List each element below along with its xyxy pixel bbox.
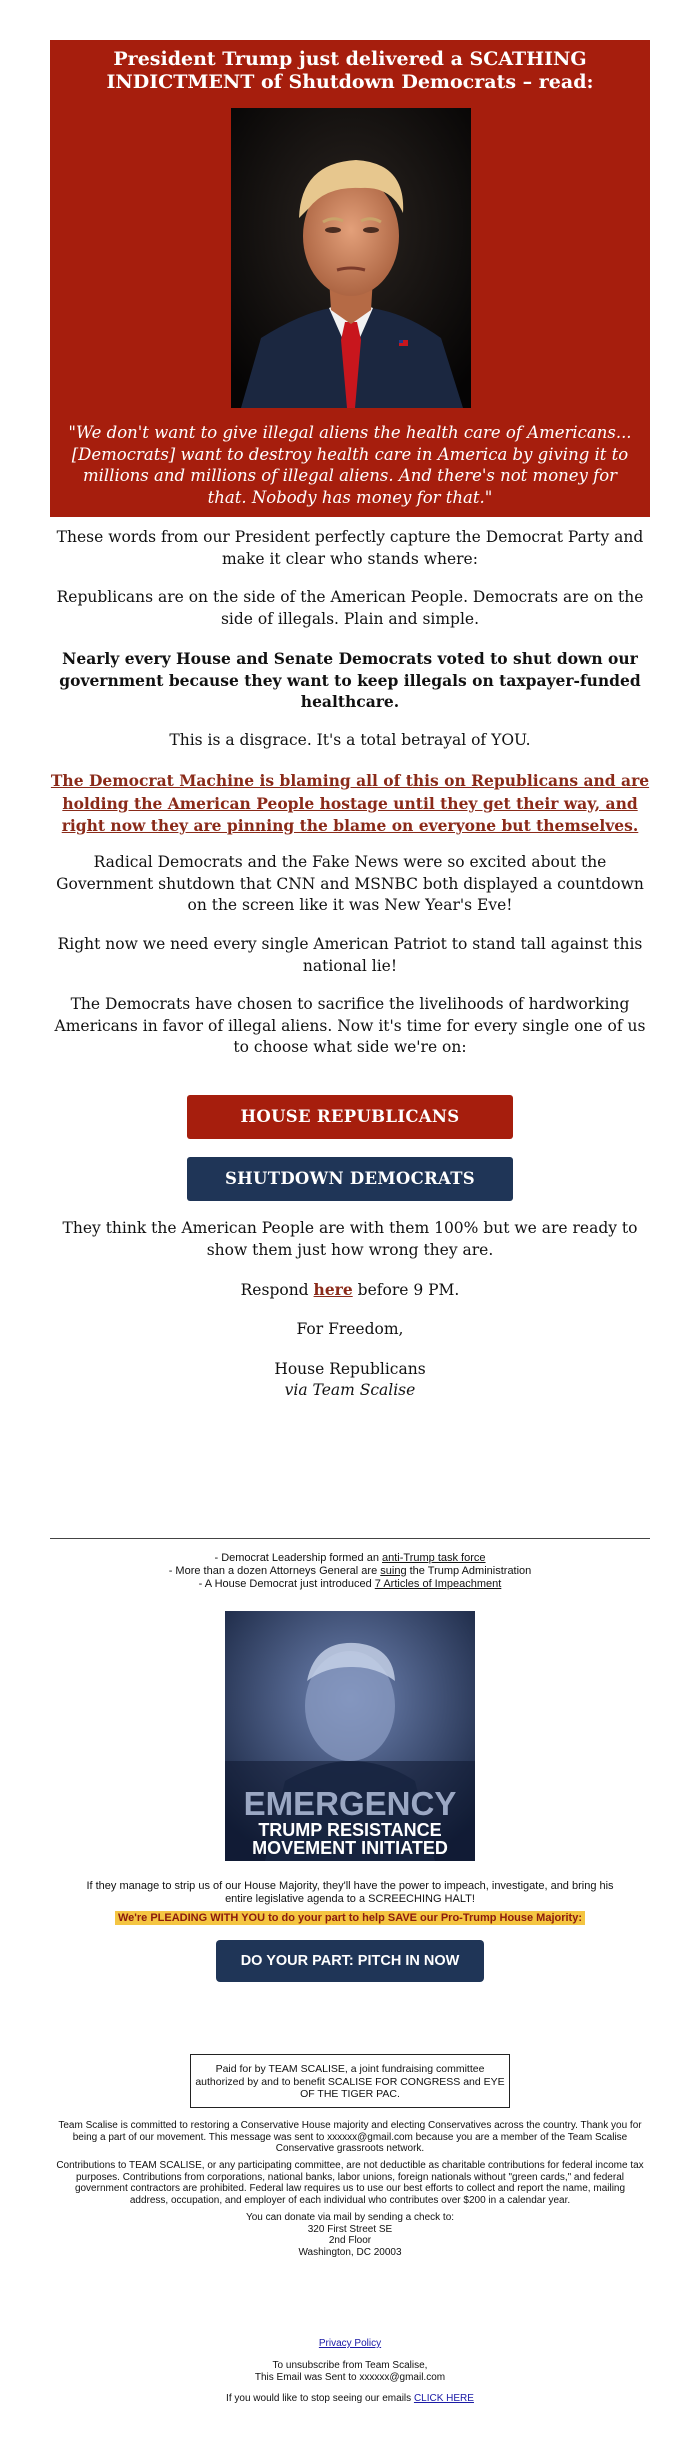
plea-line (50, 1912, 650, 1925)
bullet-suing: - More than a dozen Attorneys General are suing the Trump Administration (168, 1565, 532, 1577)
paragraph-disgrace: This is a disgrace. It's a total betrayal of YOU. (169, 731, 531, 749)
bullet-list (50, 1552, 650, 1591)
paragraph-choose-side: The Democrats have chosen to sacrifice the livelihoods of hardworking Americans in favor of illegal aliens. Now it's time for every single one of us to choose what side we're on: (54, 995, 646, 1056)
warning-text: If they manage to strip us of our House Majority, they'll have the power to impeach, investigate, and bring his entire legislative agenda to a SCREECHING HALT! (86, 1880, 614, 1905)
emergency-headline: EMERGENCY (243, 1785, 457, 1822)
hero-title: President Trump just delivered a SCATHING INDICTMENT of Shutdown Democrats – read: (106, 48, 594, 93)
respond-suffix: before 9 PM. (357, 1281, 460, 1299)
bullet-task-force: - Democrat Leadership formed an anti-Trump task force (214, 1552, 486, 1564)
stop-emails-row (50, 2392, 650, 2405)
anti-trump-task-force-link[interactable]: anti-Trump task force (382, 1552, 486, 1564)
emergency-illustration (225, 1611, 475, 1861)
paragraph-democrat-machine-link[interactable] (50, 770, 650, 838)
unsubscribe-block (50, 2360, 650, 2383)
hero-quote: "We don't want to give illegal aliens the health care of Americans... [Democrats] want to destroy health care in America by giving it to millions and millions of illegal aliens. And there's not money for that. Nobody has money for that." (68, 423, 632, 507)
contributions-text: Contributions to TEAM SCALISE, or any participating committee, are not deductible as charitable contributions for federal income tax purposes. Contributions from corporations, national banks, labor unions, foreign nationals without "green cards," and federal government contractors are prohibited. Federal law requires us to use our best efforts to collect and report the name, mailing address, occupation, and employer of each individual who contributes over $200 in a calendar year. (56, 2160, 644, 2206)
house-republicans-button[interactable]: HOUSE REPUBLICANS (187, 1095, 513, 1139)
democrat-machine-link[interactable]: The Democrat Machine is blaming all of this on Republicans and are holding the American People hostage until they get their way, and right now they are pinning the blame on everyone but themselves. (50, 771, 650, 835)
mail-intro: You can donate via mail by sending a check to: (245, 2212, 455, 2223)
closing: For Freedom, (296, 1320, 404, 1338)
address-line-1: 320 First Street SE (307, 2223, 393, 2235)
respond-line (50, 1279, 650, 1302)
stop-emails-text: If you would like to stop seeing our emails (226, 2393, 412, 2404)
signature: House Republicans (274, 1360, 426, 1378)
paragraph-president-words: These words from our President perfectly capture the Democrat Party and make it clear who stands where: (56, 528, 644, 568)
paragraph-countdown: Radical Democrats and the Fake News were so excited about the Government shutdown that CNN and MSNBC both displayed a countdown on the screen like it was New Year's Eve! (56, 853, 644, 914)
plea-highlight: We're PLEADING WITH YOU to do your part to help SAVE our Pro-Trump House Majority: (115, 1911, 585, 1925)
paragraph-sides: Republicans are on the side of the American People. Democrats are on the side of illegals. Plain and simple. (56, 588, 644, 628)
via-line: via Team Scalise (284, 1381, 416, 1399)
mission-text: Team Scalise is committed to restoring a Conservative House majority and electing Conservatives across the country. Thank you for being a part of our movement. This message was sent to xxxxxx@gmail.com because you are a member of the Team Scalise Conservative grassroots network. (58, 2120, 642, 2154)
articles-of-impeachment-link[interactable]: 7 Articles of Impeachment (374, 1578, 502, 1590)
emergency-image[interactable] (225, 1611, 475, 1861)
paragraph-stand-tall: Right now we need every single American Patriot to stand tall against this national lie! (57, 935, 643, 975)
emergency-subline-1: TRUMP RESISTANCE (258, 1820, 442, 1840)
portrait-illustration (231, 108, 471, 408)
section-divider (50, 1538, 650, 1539)
paragraph-democrats-vote: Nearly every House and Senate Democrats voted to shut down our government because they want to keep illegals on taxpayer-funded healthcare. (59, 649, 641, 711)
paragraph-show-them: They think the American People are with them 100% but we are ready to show them just how wrong they are. (62, 1219, 638, 1259)
trump-portrait-image (231, 108, 471, 408)
respond-here-link[interactable]: here (313, 1280, 353, 1299)
paid-for-box (190, 2054, 510, 2108)
address-line-2: 2nd Floor (328, 2235, 372, 2246)
privacy-row (50, 2337, 650, 2350)
emergency-subline-2: MOVEMENT INITIATED (252, 1838, 448, 1858)
unsubscribe-text: To unsubscribe from Team Scalise, (272, 2360, 428, 2371)
respond-prefix: Respond (240, 1281, 309, 1299)
privacy-policy-link[interactable]: Privacy Policy (318, 2338, 382, 2349)
address-line-3: Washington, DC 20003 (298, 2246, 402, 2258)
bullet-impeachment: - A House Democrat just introduced 7 Articles of Impeachment (198, 1578, 502, 1590)
pitch-in-button[interactable]: DO YOUR PART: PITCH IN NOW (216, 1940, 484, 1982)
suing-link[interactable]: suing (380, 1565, 407, 1577)
mail-address (50, 2212, 650, 2258)
paid-for-text: Paid for by TEAM SCALISE, a joint fundraising committee authorized by and to benefit SCALISE FOR CONGRESS and EYE OF THE TIGER PAC. (195, 2063, 505, 2100)
hero-banner (50, 40, 650, 517)
shutdown-democrats-button[interactable]: SHUTDOWN DEMOCRATS (187, 1157, 513, 1201)
click-here-link[interactable]: CLICK HERE (413, 2393, 474, 2404)
sent-to-text: This Email was Sent to xxxxxx@gmail.com (254, 2371, 446, 2383)
